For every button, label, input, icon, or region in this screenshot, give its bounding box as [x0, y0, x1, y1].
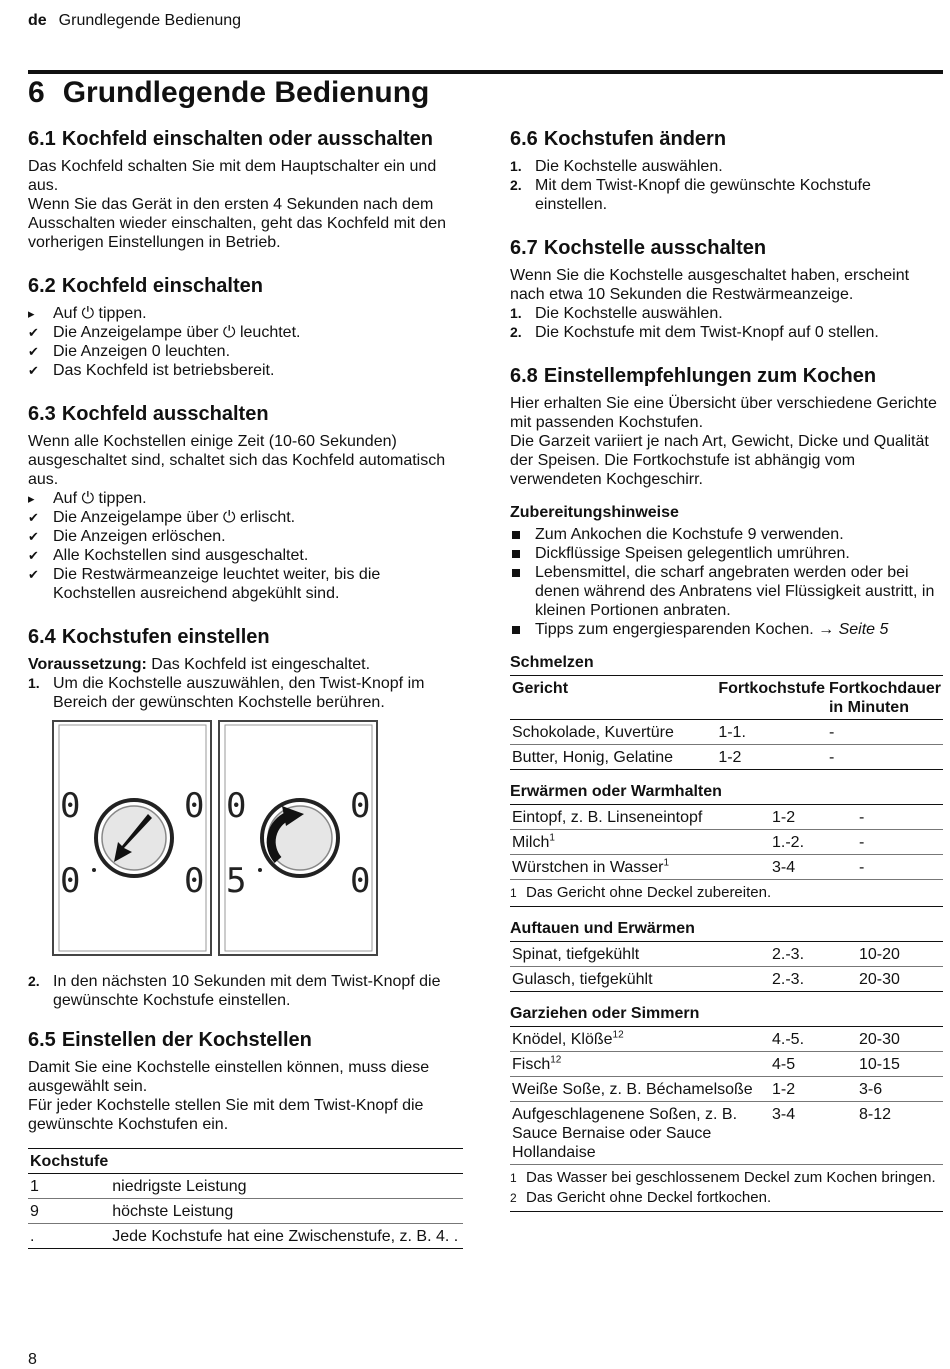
running-header-title: Grundlegende Bedienung [58, 12, 242, 29]
step-item: 2. Mit dem Twist-Knopf die gewünschte Kochstufe einstellen. [510, 177, 871, 213]
footnote: 1 Das Gericht ohne Deckel zubereiten. [510, 884, 772, 901]
table-row: Butter, Honig, Gelatine 1-2 - [510, 745, 943, 770]
subheading: Zubereitungshinweise [510, 504, 679, 521]
table-row: Fisch$^{12}$ 4-5 10-15 [510, 1052, 943, 1077]
list-item: ✔ Die Anzeigelampe über ⏻ leuchtet. [28, 324, 301, 341]
table-header: Kochstufe [28, 1149, 110, 1174]
section-6-1 [28, 127, 463, 252]
table-row: Würstchen in Wasser$^1$ 3-4 - [510, 855, 943, 880]
hob-illustration [52, 720, 382, 958]
paragraph: Die Garzeit variiert je nach Art, Gewicht, Dicke und Qualität der Speisen. Die Fortkochstufe ist abhängig vom verwendeten Kochgeschirr. [510, 433, 929, 488]
list-item: ▸ Auf ⏻ tippen. [28, 305, 147, 322]
list-item: Dickflüssige Speisen gelegentlich umrühren. [510, 544, 943, 563]
list-item: ✔ Alle Kochstellen sind ausgeschaltet. [28, 547, 309, 564]
table-group-title: Erwärmen oder Warmhalten [510, 783, 722, 800]
segment-digit: 0 [184, 786, 205, 826]
step-list [28, 674, 463, 712]
section-6-4 [28, 625, 463, 1010]
table-footnotes [510, 1165, 943, 1212]
list-item: ✔ Die Anzeigelampe über ⏻ erlischt. [28, 509, 296, 526]
step-item: 2. Die Kochstufe mit dem Twist-Knopf auf 0 stellen. [510, 324, 879, 341]
segment-digit: 0 [350, 861, 371, 901]
table-header: Gericht [510, 676, 716, 720]
left-column [28, 127, 463, 1271]
section-6-8 [510, 364, 943, 1212]
segment-digit: 0 [184, 861, 205, 901]
step-item: 2. In den nächsten 10 Sekunden mit dem Twist-Knopf die gewünschte Kochstufe einstellen. [28, 973, 441, 1009]
list-item: ✔ Die Anzeigen erlöschen. [28, 528, 226, 545]
table-row: Spinat, tiefgekühlt 2.-3. 10-20 [510, 942, 943, 967]
list-item: ✔ Die Anzeigen 0 leuchten. [28, 343, 231, 360]
check-icon: ✔ [28, 363, 39, 378]
section-6-5 [28, 1028, 463, 1249]
recommendation-table [510, 941, 943, 992]
table-row: Milch$^1$ 1.-2. - [510, 830, 943, 855]
section-heading: 6.2 Kochfeld einschalten [28, 275, 263, 297]
paragraph: Für jeder Kochstelle stellen Sie mit dem Twist-Knopf die gewünschte Kochstufen ein. [28, 1097, 424, 1133]
step-list [510, 157, 943, 214]
power-level-table [28, 1148, 463, 1249]
table-header: Fortkochstufe [716, 676, 827, 720]
page-reference-link[interactable]: → Seite 5 [818, 621, 889, 638]
step-list [510, 304, 943, 342]
segment-digit: 0 [60, 786, 81, 826]
paragraph: Wenn alle Kochstellen einige Zeit (10-60 Sekunden) ausgeschaltet sind, schaltet sich das Kochfeld automatisch aus. [28, 433, 446, 488]
check-icon: ✔ [28, 567, 39, 582]
section-heading: 6.6 Kochstufen ändern [510, 128, 727, 150]
table-row: Eintopf, z. B. Linseneintopf 1-2 - [510, 805, 943, 830]
table-row: Weiße Soße, z. B. Béchamelsoße 1-2 3-6 [510, 1077, 943, 1102]
table-header: Fortkochdauer in Minuten [827, 676, 943, 720]
list-item: ▸ Auf ⏻ tippen. [28, 490, 147, 507]
paragraph: Das Kochfeld schalten Sie mit dem Hauptschalter ein und aus. [28, 158, 437, 194]
paragraph: Wenn Sie das Gerät in den ersten 4 Sekunden nach dem Ausschalten wieder einschalten, geht das Kochfeld mit den vorherigen Einstellungen in Betrieb. [28, 196, 447, 251]
list-item: ✔ Die Restwärmeanzeige leuchtet weiter, bis die Kochstellen ausreichend abgekühlt sind. [28, 566, 381, 602]
section-heading: 6.4 Kochstufen einstellen [28, 626, 270, 648]
table-row: Knödel, Klöße$^{12}$ 4.-5. 20-30 [510, 1027, 943, 1052]
requirement: Voraussetzung: Das Kochfeld ist eingeschaltet. [28, 656, 371, 673]
section-heading: 6.1 Kochfeld einschalten oder ausschalten [28, 128, 434, 150]
step-list [28, 972, 463, 1010]
recommendation-table [510, 1026, 943, 1165]
right-column [510, 127, 943, 1212]
check-icon: ✔ [28, 510, 39, 525]
section-6-2 [28, 274, 463, 380]
section-6-3 [28, 402, 463, 603]
paragraph: Hier erhalten Sie eine Übersicht über verschiedene Gerichte mit passenden Kochstufen. [510, 395, 937, 431]
square-bullet-icon [512, 531, 520, 539]
section-heading: 6.5 Einstellen der Kochstellen [28, 1029, 312, 1051]
square-bullet-icon [512, 569, 520, 577]
list-item: ✔ Das Kochfeld ist betriebsbereit. [28, 362, 275, 379]
list-item: Tipps zum engergiesparenden Kochen. → Seite 5 [510, 620, 943, 639]
chapter-title: 6 Grundlegende Bedienung [28, 76, 430, 109]
paragraph: Wenn Sie die Kochstelle ausgeschaltet haben, erscheint nach etwa 10 Sekunden die Restwärmeanzeige. [510, 267, 910, 303]
check-icon: ✔ [28, 529, 39, 544]
twist-knob-right [262, 800, 338, 876]
section-heading: 6.8 Einstellempfehlungen zum Kochen [510, 365, 877, 387]
running-header [28, 11, 241, 30]
list-item: Lebensmittel, die scharf angebraten werden oder bei denen während des Anbratens viel Flüssigkeit austritt, in kleinen Portionen anbraten. [510, 563, 943, 620]
segment-digit: 0 [226, 786, 247, 826]
table-row: Schokolade, Kuvertüre 1-1. - [510, 720, 943, 745]
check-icon: ✔ [28, 548, 39, 563]
table-row: Aufgeschlagenene Soßen, z. B. Sauce Bernaise oder Sauce Hollandaise 3-4 8-12 [510, 1102, 943, 1165]
section-heading: 6.3 Kochfeld ausschalten [28, 403, 269, 425]
table-footnotes [510, 880, 943, 907]
header-rule [28, 70, 943, 74]
table-header [110, 1149, 463, 1174]
footnote: 1 Das Wasser bei geschlossenem Deckel zum Kochen bringen. [510, 1169, 936, 1186]
segment-digit: 0 [350, 786, 371, 826]
language-tag: de [28, 12, 47, 29]
square-bullet-icon [512, 626, 520, 634]
section-6-7 [510, 236, 943, 342]
paragraph: Damit Sie eine Kochstelle einstellen können, muss diese ausgewählt sein. [28, 1059, 430, 1095]
footnote: 2 Das Gericht ohne Deckel fortkochen. [510, 1189, 772, 1206]
recommendation-table [510, 804, 943, 880]
table-group-title: Schmelzen [510, 654, 594, 671]
list-item: Zum Ankochen die Kochstufe 9 verwenden. [510, 525, 943, 544]
table-row: 1 niedrigste Leistung [28, 1174, 463, 1199]
page-number: 8 [28, 1351, 37, 1368]
twist-knob-left [96, 800, 172, 876]
recommendation-table [510, 675, 943, 770]
step-item: 1. Um die Kochstelle auszuwählen, den Twist-Knopf im Bereich der gewünschten Kochstelle berühren. [28, 675, 425, 711]
table-row: Gulasch, tiefgekühlt 2.-3. 20-30 [510, 967, 943, 992]
section-heading: 6.7 Kochstelle ausschalten [510, 237, 767, 259]
bullet-icon: ▸ [28, 306, 35, 321]
table-row: 9 höchste Leistung [28, 1199, 463, 1224]
square-bullet-icon [512, 550, 520, 558]
twist-knob-figure [52, 720, 382, 958]
bullet-icon: ▸ [28, 491, 35, 506]
instruction-list [28, 304, 463, 380]
segment-digit: 0 [60, 861, 81, 901]
table-group-title: Garziehen oder Simmern [510, 1005, 700, 1022]
instruction-list [28, 489, 463, 603]
step-item: 1. Die Kochstelle auswählen. [510, 305, 723, 322]
table-row: . Jede Kochstufe hat eine Zwischenstufe, z. B. 4. . [28, 1224, 463, 1249]
section-6-6 [510, 127, 943, 214]
check-icon: ✔ [28, 344, 39, 359]
segment-digit: 5 [226, 861, 247, 901]
hints-list [510, 525, 943, 639]
table-group-title: Auftauen und Erwärmen [510, 920, 695, 937]
check-icon: ✔ [28, 325, 39, 340]
step-item: 1. Die Kochstelle auswählen. [510, 158, 723, 175]
